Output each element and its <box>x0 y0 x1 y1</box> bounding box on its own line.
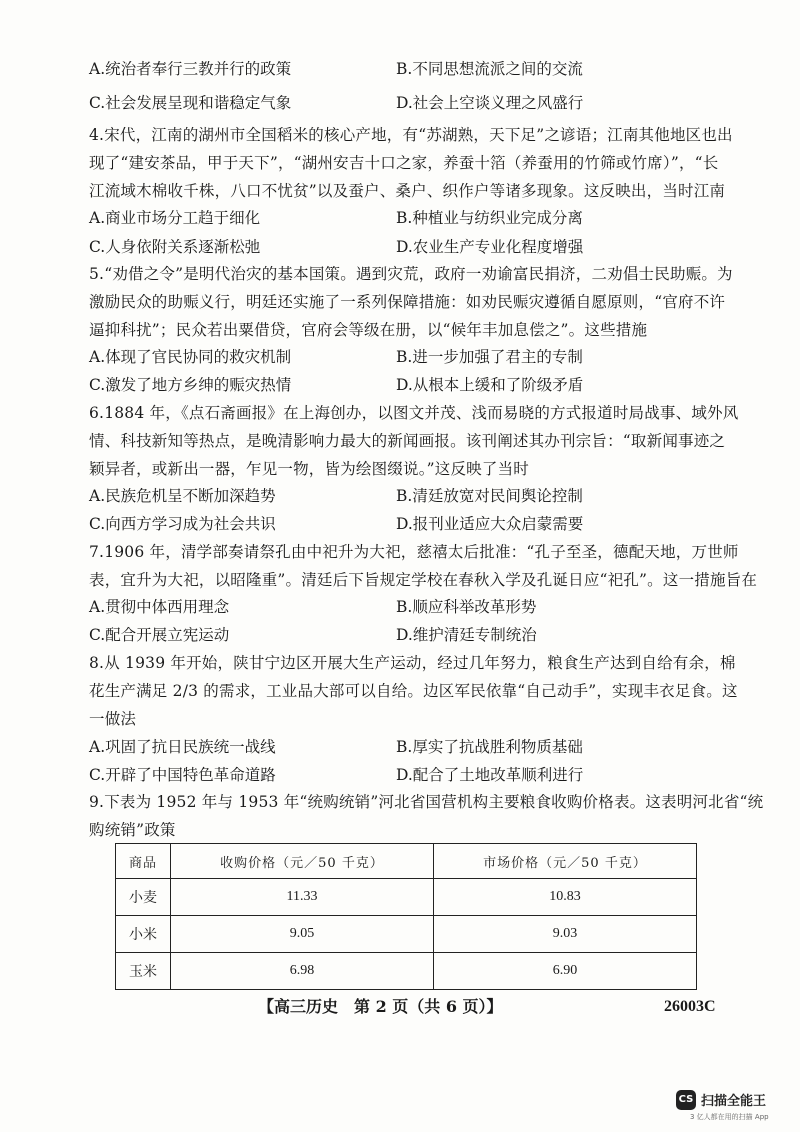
cell-market-price: 10.83 <box>434 879 697 916</box>
q7-option-c: C.配合开展立宪运动 <box>89 626 230 644</box>
q5-option-d: D.从根本上缓和了阶级矛盾 <box>396 376 584 394</box>
q8-option-b: B.厚实了抗战胜利物质基础 <box>396 738 583 756</box>
watermark-app-name: 扫描全能王 <box>701 1094 767 1109</box>
cell-commodity: 小麦 <box>116 879 171 916</box>
q6-option-c: C.向西方学习成为社会共识 <box>89 515 276 533</box>
table-row <box>116 879 697 916</box>
q5-option-c: C.激发了地方乡绅的赈灾热情 <box>89 376 292 394</box>
q6-stem-line-2: 情、科技新知等热点，是晚清影响力最大的新闻画报。该刊阐述其办刊宗旨：“取新闻事迹之 <box>89 432 726 450</box>
scanner-watermark <box>676 1088 794 1124</box>
q7-option-d: D.维护清廷专制统治 <box>396 626 537 644</box>
cell-purchase-price: 6.98 <box>171 953 434 990</box>
camscanner-logo-icon: CS <box>676 1090 696 1110</box>
table-header-row <box>116 844 697 879</box>
q8-stem-line-2: 花生产满足 2/3 的需求，工业品大部可以自给。边区军民依靠“自己动手”，实现丰衣足食。这 <box>89 682 738 700</box>
q4-stem-line-2: 现了“建安茶品，甲于天下”，“湖州安吉十口之家，养蚕十箔（养蚕用的竹筛或竹席）”，“长 <box>89 154 719 172</box>
q8-stem-line-1: 8.从 1939 年开始，陕甘宁边区开展大生产运动，经过几年努力，粮食生产达到自给有余，棉 <box>89 654 736 672</box>
price-table <box>115 843 697 990</box>
q3-option-a: A.统治者奉行三教并行的政策 <box>89 60 292 78</box>
table-row <box>116 916 697 953</box>
q5-option-a: A.体现了官民协同的救灾机制 <box>89 348 292 366</box>
cell-market-price: 9.03 <box>434 916 697 953</box>
paper-code: 26003C <box>664 998 716 1015</box>
header-purchase-price: 收购价格（元／50 千克） <box>171 844 434 879</box>
q9-stem-line-1: 9.下表为 1952 年与 1953 年“统购统销”河北省国营机构主要粮食收购价格表。这表明河北省“统 <box>89 793 764 811</box>
q4-option-a: A.商业市场分工趋于细化 <box>89 209 261 227</box>
q8-option-c: C.开辟了中国特色革命道路 <box>89 766 276 784</box>
q6-stem-line-3: 颖异者，或新出一器，乍见一物，皆为绘图缀说。”这反映了当时 <box>89 460 529 478</box>
q5-stem-line-3: 逼抑科扰”；民众若出粟借贷，官府会等级在册，以“候年丰加息偿之”。这些措施 <box>89 321 648 339</box>
header-market-price: 市场价格（元／50 千克） <box>434 844 697 879</box>
q5-stem-line-2: 激励民众的助赈义行，明廷还实施了一系列保障措施：如劝民赈灾遵循自愿原则，“官府不许 <box>89 293 726 311</box>
q5-option-b: B.进一步加强了君主的专制 <box>396 348 583 366</box>
q3-option-d: D.社会上空谈义理之风盛行 <box>396 94 584 112</box>
q4-option-b: B.种植业与纺织业完成分离 <box>396 209 583 227</box>
q7-option-a: A.贯彻中体西用理念 <box>89 598 230 616</box>
q3-option-c: C.社会发展呈现和谐稳定气象 <box>89 94 292 112</box>
q7-option-b: B.顺应科举改革形势 <box>396 598 537 616</box>
q6-option-d: D.报刊业适应大众启蒙需要 <box>396 515 584 533</box>
cell-market-price: 6.90 <box>434 953 697 990</box>
header-commodity: 商品 <box>116 844 171 879</box>
cell-purchase-price: 11.33 <box>171 879 434 916</box>
page-footer-title: 【高三历史 第 2 页（共 6 页）】 <box>258 997 503 1016</box>
q8-stem-line-3: 一做法 <box>89 710 137 728</box>
q6-option-a: A.民族危机呈不断加深趋势 <box>89 487 276 505</box>
q4-stem-line-3: 江流域木棉收千株，八口不忧贫”以及蚕户、桑户、织作户等诸多现象。这反映出，当时江南 <box>89 182 726 200</box>
watermark-tagline: 3 亿人都在用的扫描 App <box>690 1113 769 1121</box>
q4-option-c: C.人身依附关系逐渐松弛 <box>89 238 261 256</box>
cell-purchase-price: 9.05 <box>171 916 434 953</box>
q4-option-d: D.农业生产专业化程度增强 <box>396 238 584 256</box>
cell-commodity: 玉米 <box>116 953 171 990</box>
q6-stem-line-1: 6.1884 年，《点石斋画报》在上海创办，以图文并茂、浅而易晓的方式报道时局战事、域外风 <box>89 404 739 422</box>
cell-commodity: 小米 <box>116 916 171 953</box>
q7-stem-line-2: 表，宜升为大祀，以昭隆重”。清廷后下旨规定学校在春秋入学及孔诞日应“祀孔”。这一措施旨在 <box>89 571 758 589</box>
q8-option-a: A.巩固了抗日民族统一战线 <box>89 738 276 756</box>
q5-stem-line-1: 5.“劝借之令”是明代治灾的基本国策。遇到灾荒，政府一劝谕富民捐济，二劝倡士民助赈。为 <box>89 265 733 283</box>
q8-option-d: D.配合了土地改革顺利进行 <box>396 766 584 784</box>
q4-stem-line-1: 4.宋代，江南的湖州市全国稻米的核心产地，有“苏湖熟，天下足”之谚语；江南其他地区也出 <box>89 126 733 144</box>
q7-stem-line-1: 7.1906 年，清学部奏请祭孔由中祀升为大祀，慈禧太后批准：“孔子至圣，德配天地，万世师 <box>89 543 739 561</box>
q3-option-b: B.不同思想流派之间的交流 <box>396 60 583 78</box>
table-row <box>116 953 697 990</box>
q9-stem-line-2: 购统销”政策 <box>89 821 176 839</box>
q6-option-b: B.清廷放宽对民间舆论控制 <box>396 487 583 505</box>
